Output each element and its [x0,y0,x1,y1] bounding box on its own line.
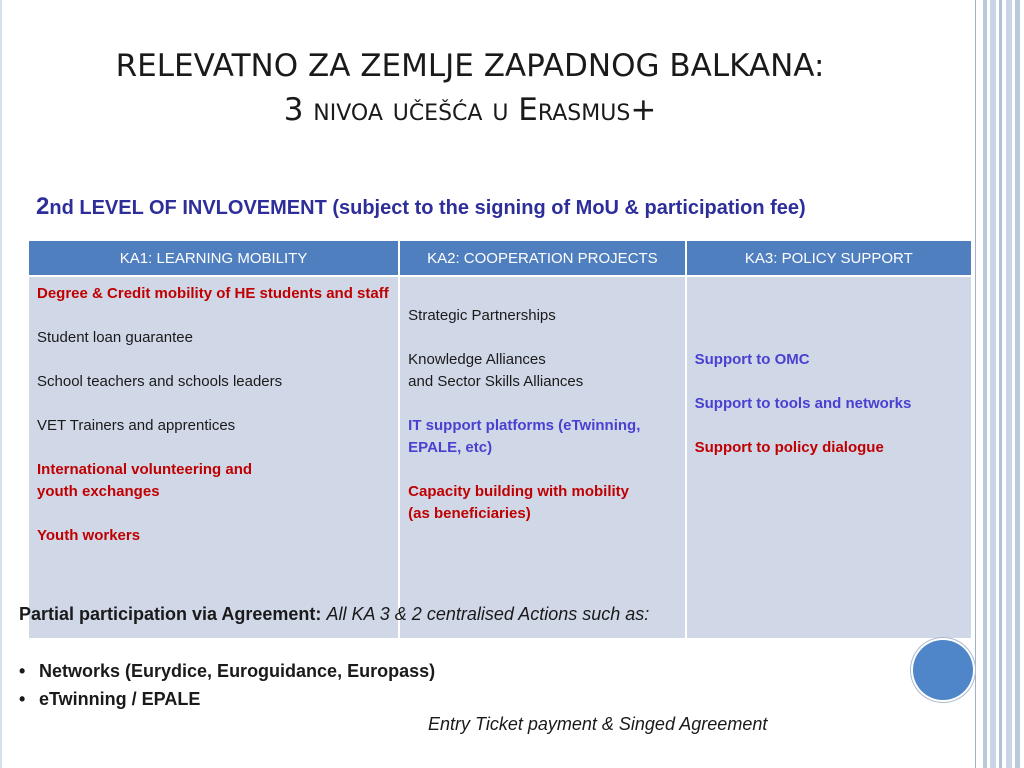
networks-list [19,657,435,713]
header-ka3: KA3: POLICY SUPPORT [686,240,972,276]
ka3-item-tools-networks: Support to tools and networks [694,395,912,412]
ka3-item-policy-dialogue: Support to policy dialogue [694,439,884,456]
decorative-frame-line [1015,0,1020,768]
key-actions-table [27,239,973,640]
ka1-item-degree-mobility: Degree & Credit mobility of HE students and staff [37,285,389,302]
decorative-frame-line [990,0,996,768]
ka3-item-omc: Support to OMC [694,351,810,368]
decorative-frame-line [1006,0,1012,768]
list-item [19,685,435,713]
ka2-item-strategic-partnerships: Strategic Partnerships [408,307,556,324]
header-ka2: KA2: COOPERATION PROJECTS [399,240,685,276]
bullet-etwinning: eTwinning / EPALE [39,689,201,709]
title-line-1: RELEVATNO ZA ZEMLJE ZAPADNOG BALKANA: [115,48,825,84]
decorative-frame-line [999,0,1002,768]
level-subheading [36,193,806,221]
list-item [19,657,435,685]
ka3-cell [686,276,972,639]
decorative-circle-icon [913,640,973,700]
slide-title [60,44,880,132]
bullet-icon: • [19,661,26,681]
decorative-frame-line [983,0,987,768]
ka1-item-student-loan: Student loan guarantee [37,329,193,346]
decorative-frame-line [975,0,976,768]
ka1-cell [28,276,399,639]
level-text: nd LEVEL OF INVLOVEMENT (subject to the signing of MoU & participation fee) [49,197,806,219]
ka2-cell [399,276,685,639]
header-ka1: KA1: LEARNING MOBILITY [28,240,399,276]
level-number: 2 [36,193,50,220]
ka2-item-knowledge-alliances: Knowledge Alliances [408,351,546,368]
table-body-row [28,276,972,639]
partial-label: Partial participation via Agreement: [19,604,322,624]
slide-left-edge [0,0,2,768]
table-header-row [28,240,972,276]
partial-participation-text [19,604,649,625]
entry-ticket-note: Entry Ticket payment & Singed Agreement [428,714,768,734]
title-line-2: 3 nivoa učešća u Erasmus+ [283,92,657,128]
ka1-item-school-teachers: School teachers and schools leaders [37,373,283,390]
ka2-item-sector-skills: and Sector Skills Alliances [408,373,584,390]
bullet-networks: Networks (Eurydice, Euroguidance, Europass) [39,661,436,681]
ka2-item-beneficiaries: (as beneficiaries) [408,505,531,522]
ka1-item-volunteering: International volunteering and [37,461,253,478]
ka2-item-capacity-building: Capacity building with mobility [408,483,630,500]
ka1-item-youth-workers: Youth workers [37,527,141,544]
ka1-item-youth-exchanges: youth exchanges [37,483,160,500]
partial-detail: All KA 3 & 2 centralised Actions such as: [326,604,650,624]
bullet-icon: • [19,689,26,709]
ka1-item-vet-trainers: VET Trainers and apprentices [37,417,236,434]
ka2-item-it-platforms: IT support platforms (eTwinning, EPALE, etc) [408,417,641,456]
